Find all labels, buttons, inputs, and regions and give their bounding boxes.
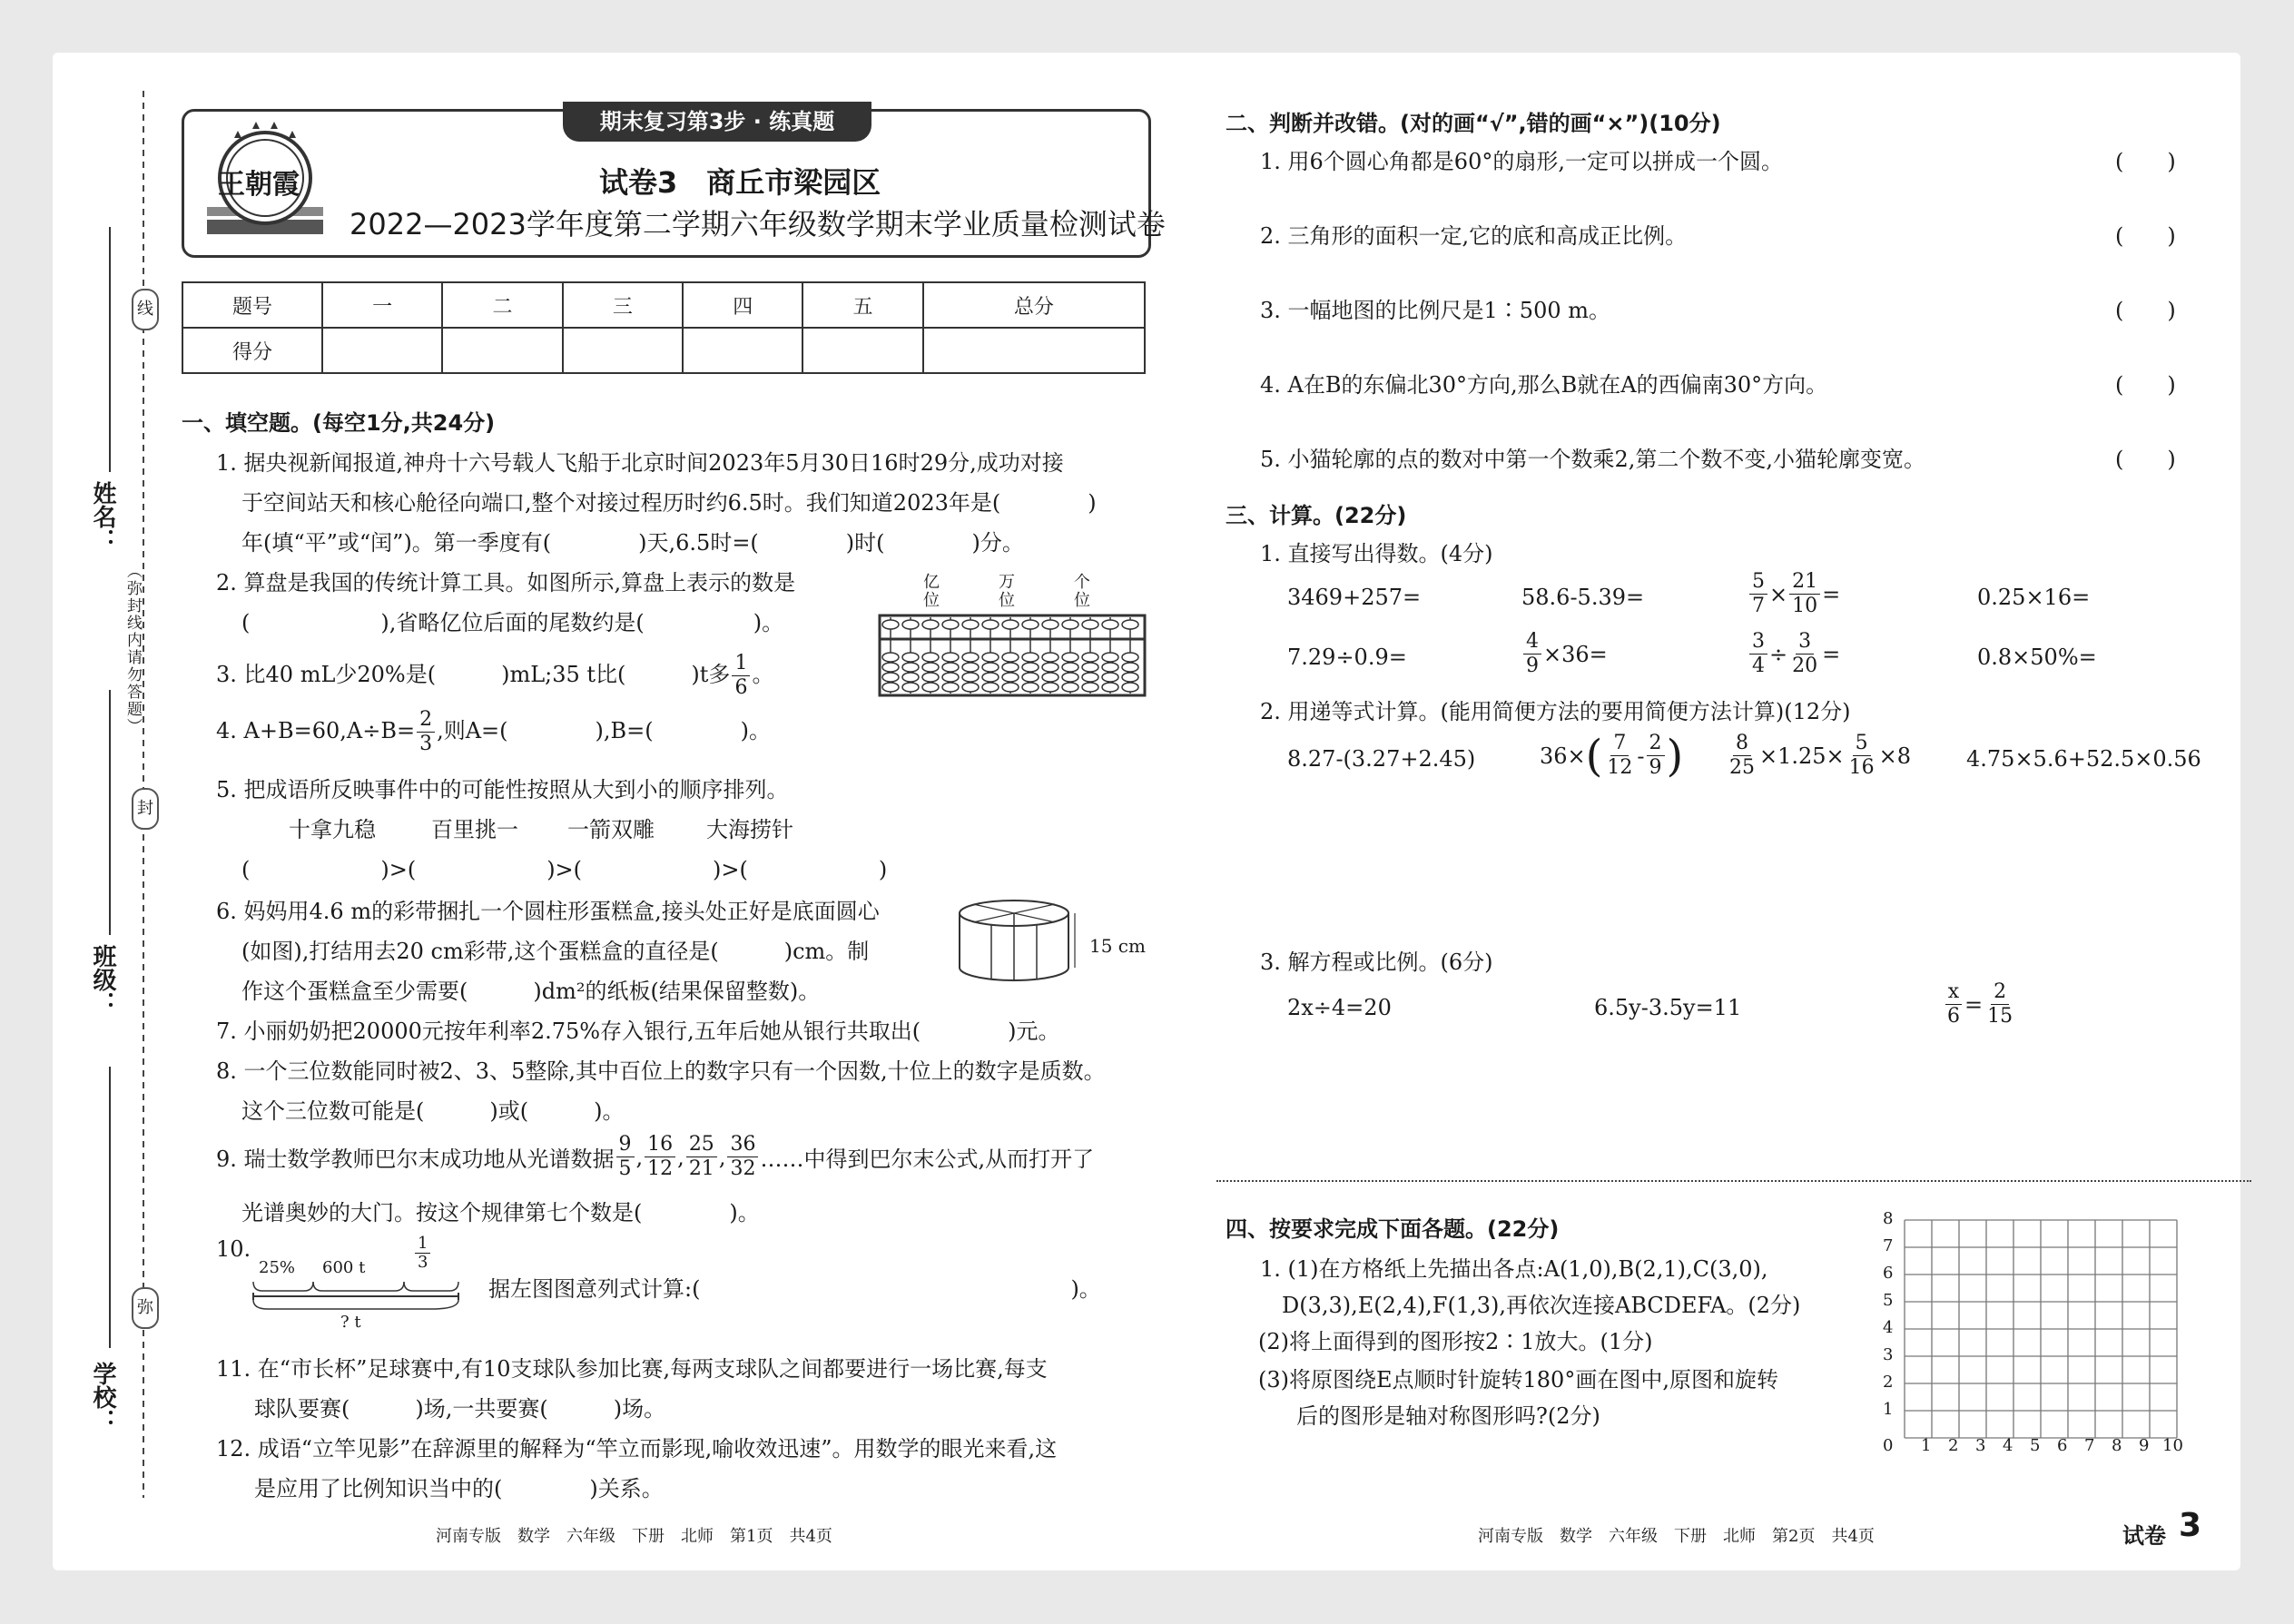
grid-x-label: 3 (1975, 1436, 1986, 1455)
q8-line1: 8. 一个三位数能同时被2、3、5整除,其中百位上的数字只有一个因数,十位上的数字是质数。 (216, 1058, 1106, 1084)
q1-line3: 年(填“平”或“闰”)。第一季度有( )天,6.5时=( )时( )分。 (241, 530, 1024, 556)
equals-sign: = (1964, 991, 1984, 1018)
q3: 3. 比40 mL少20%是( )mL;35 t比( )t多 $\frac{1}{6}$ 。 (216, 652, 774, 699)
q2-line2: ( ),省略亿位后面的尾数约是( )。 (241, 610, 784, 635)
q9-fraction: $\frac{9}{5}$ (616, 1133, 635, 1181)
abacus-bead (1082, 620, 1098, 629)
judge-answer-paren[interactable]: ( ) (2115, 447, 2176, 472)
abacus-bead (1102, 653, 1118, 662)
calc-part2-title: 2. 用递等式计算。(能用简便方法的要用简便方法计算)(12分) (1260, 699, 1851, 724)
calc-step-2 (1540, 732, 1683, 780)
abacus-bead (922, 620, 939, 629)
abacus-bead (1002, 673, 1019, 682)
name-blank-line[interactable] (109, 227, 111, 472)
q1-line2: 于空间站天和核心舱径向端口,整个对接过程历时约6.5时。我们知道2023年是( ) (241, 490, 1097, 516)
calc-step-4: 4.75×5.6+52.5×0.56 (1966, 746, 2201, 772)
calc-fraction: $\frac{5}{16}$ (1848, 732, 1875, 779)
q12-line1: 12. 成语“立竿见影”在辞源里的解释为“竿立而影现,喻收效迅速”。用数学的眼光来看,这 (216, 1436, 1058, 1462)
q4-fraction: $\frac{2}{3}$ (417, 708, 435, 756)
score-col-1: 一 (322, 282, 442, 328)
abacus-bead (1002, 620, 1019, 629)
idiom-4: 大海捞针 (706, 817, 793, 842)
calc-direct-4: 0.25×16= (1977, 585, 2091, 610)
abacus-bead (922, 673, 939, 682)
grid-y-label: 2 (1883, 1373, 1894, 1392)
q10-seg-percent: 25% (259, 1258, 296, 1277)
score-table-header-row (182, 282, 1145, 328)
calc-fraction: $\frac{4}{9}$ (1523, 630, 1541, 678)
abacus-bead (1042, 683, 1058, 692)
calc-fraction: $\frac{21}{10}$ (1789, 570, 1820, 618)
grid-lines (1897, 1216, 2179, 1452)
abacus-bead (1002, 663, 1019, 672)
calc-fraction: $\frac{5}{7}$ (1749, 570, 1767, 618)
q6-line3: 作这个蛋糕盒至少需要( )dm²的纸板(结果保留整数)。 (241, 979, 821, 1004)
proportion-3 (1943, 980, 2017, 1029)
judge-item-4: 4. A在B的东偏北30°方向,那么B就在A的西偏南30°方向。 (1260, 372, 1828, 398)
abacus-bead (942, 620, 959, 629)
abacus-bead (1062, 620, 1078, 629)
abacus-bead (982, 683, 999, 692)
abacus-bead (982, 663, 999, 672)
abacus-bead (1002, 653, 1019, 662)
abacus-bead (922, 653, 939, 662)
q4-text-a: 4. A+B=60,A÷B= (216, 718, 416, 743)
score-cell[interactable] (923, 328, 1145, 373)
score-table (182, 281, 1146, 374)
section-divider (1216, 1180, 2251, 1182)
grid-x-axis-labels (1879, 1436, 2188, 1463)
q8-line2: 这个三位数可能是( )或( )。 (241, 1098, 625, 1124)
q10-line-segments (250, 1278, 468, 1314)
task-line-3: (2)将上面得到的图形按2∶1放大。(1分) (1258, 1329, 1653, 1354)
grid-x-label: 9 (2139, 1436, 2150, 1455)
section4-title: 四、按要求完成下面各题。(22分) (1226, 1216, 1560, 1242)
score-row-label: 题号 (182, 282, 322, 328)
calc-fraction: $\frac{8}{25}$ (1729, 732, 1755, 779)
abacus-bead (922, 663, 939, 672)
q10-total-label: ? t (340, 1313, 361, 1332)
q11-line2: 球队要赛( )场,一共要赛( )场。 (254, 1396, 666, 1422)
class-blank-line[interactable] (109, 690, 111, 935)
q12-line2: 是应用了比例知识当中的( )关系。 (254, 1476, 664, 1501)
q10-number: 10. (216, 1236, 251, 1262)
judge-answer-paren[interactable]: ( ) (2115, 149, 2176, 174)
grid-x-label: 8 (2112, 1436, 2122, 1455)
q10-text: 据左图图意列式计算:( )。 (488, 1276, 1101, 1302)
grid-y-label: 4 (1883, 1318, 1894, 1337)
calc-step-3-text-a: ×1.25× (1759, 743, 1845, 769)
calc-fraction: $\frac{7}{12}$ (1607, 732, 1633, 779)
calc-direct-6 (1521, 630, 1608, 678)
grid-y-label: 5 (1883, 1291, 1894, 1310)
q4 (216, 708, 771, 756)
exam-badge-label: 试卷 (2122, 1523, 2166, 1549)
score-col-5: 五 (802, 282, 922, 328)
score-col-2: 二 (442, 282, 562, 328)
grid-x-label: 10 (2162, 1436, 2183, 1455)
abacus-label-yi: 亿 位 (923, 573, 940, 610)
grid-y-label: 6 (1883, 1264, 1894, 1283)
abacus-bead (1082, 673, 1098, 682)
cake-box-cylinder (955, 897, 1082, 988)
judge-item-3: 3. 一幅地图的比例尺是1∶500 m。 (1260, 298, 1610, 323)
q9-text-b: ……中得到巴尔末公式,从而打开了 (760, 1147, 1095, 1172)
calc-part1-title: 1. 直接写出得数。(4分) (1260, 541, 1493, 566)
q10-segment-diagram (250, 1235, 468, 1334)
abacus-bead (922, 683, 939, 692)
grid-y-label: 1 (1883, 1400, 1894, 1419)
abacus-bead (1102, 620, 1118, 629)
abacus-bead (962, 683, 979, 692)
section2-title: 二、判断并改错。(对的画“√”,错的画“×”)(10分) (1226, 111, 1721, 136)
abacus-bead (942, 683, 959, 692)
judge-item-1: 1. 用6个圆心角都是60°的扇形,一定可以拼成一个圆。 (1260, 149, 1783, 174)
calc-step-3 (1725, 732, 1911, 780)
calc-fraction: $\frac{3}{4}$ (1749, 630, 1767, 678)
abacus-bead (882, 673, 899, 682)
abacus-bead (902, 683, 919, 692)
exam-title: 试卷3 商丘市梁园区 (599, 165, 881, 200)
logo-text: 王朝霞 (218, 169, 300, 201)
q3-fraction: $\frac{1}{6}$ (732, 652, 750, 700)
binding-oval-secret: 弥 (132, 1287, 159, 1329)
judge-answer-paren[interactable]: ( ) (2115, 298, 2176, 323)
name-label: 姓名： (89, 481, 116, 552)
grid-y-label: 3 (1883, 1345, 1894, 1364)
abacus-bead (1102, 663, 1118, 672)
calc-direct-2: 58.6-5.39= (1521, 585, 1645, 610)
q7-text: 7. 小丽奶奶把20000元按年利率2.75%存入银行,五年后她从银行共取出( )元。 (216, 1019, 1060, 1044)
grid-y-label: 7 (1883, 1236, 1894, 1255)
abacus-bead (1022, 663, 1039, 672)
q9-text-a: 9. 瑞士数学教师巴尔末成功地从光谱数据 (216, 1147, 615, 1172)
abacus-bead (882, 653, 899, 662)
abacus-bead (1062, 673, 1078, 682)
abacus-bead (962, 663, 979, 672)
calc-direct-8: 0.8×50%= (1977, 645, 2097, 670)
review-step-tab: 期末复习第3步 · 练真题 (563, 102, 871, 142)
abacus-bead (1022, 620, 1039, 629)
abacus-bead (942, 673, 959, 682)
abacus-label-ge: 个 位 (1074, 573, 1090, 610)
abacus-label-wan: 万 位 (999, 573, 1015, 610)
abacus-bead (1042, 673, 1058, 682)
abacus-bead (1102, 683, 1118, 692)
q9-fraction: $\frac{25}{21}$ (686, 1133, 717, 1181)
school-label: 学校： (89, 1362, 116, 1432)
times-sign: × (1769, 581, 1788, 607)
abacus-bead (962, 653, 979, 662)
score-cell[interactable] (802, 328, 922, 373)
abacus-bead (1022, 653, 1039, 662)
binding-note: （弥封线内请勿答题） (123, 563, 142, 735)
q10-fraction: $\frac{1}{3}$ (415, 1235, 430, 1272)
left-paren-icon: ( (1585, 730, 1603, 782)
abacus-bead (1122, 663, 1138, 672)
task-line-5: 后的图形是轴对称图形吗?(2分) (1296, 1403, 1600, 1429)
school-blank-line[interactable] (109, 1067, 111, 1348)
equation-1: 2x÷4=20 (1287, 995, 1392, 1020)
grid-y-label: 8 (1883, 1209, 1894, 1228)
abacus-bead (942, 653, 959, 662)
judge-answer-paren[interactable]: ( ) (2115, 372, 2176, 398)
abacus-figure (876, 572, 1148, 699)
q5-blanks: ( )>( )>( )>( ) (241, 857, 888, 882)
calc-fraction: $\frac{2}{15}$ (1987, 980, 2013, 1028)
abacus-bead (882, 663, 899, 672)
abacus-bead (1082, 663, 1098, 672)
calc-direct-1: 3469+257= (1287, 585, 1422, 610)
exam-badge-number: 3 (2179, 1507, 2202, 1544)
abacus-bead (1042, 620, 1058, 629)
q1-line1: 1. 据央视新闻报道,神舟十六号载人飞船于北京时间2023年5月30日16时29分,成功对接 (216, 450, 1064, 476)
abacus-bead (1122, 673, 1138, 682)
abacus-bead (1122, 620, 1138, 629)
abacus-bead (1042, 653, 1058, 662)
abacus-bead (1082, 683, 1098, 692)
idiom-3: 一箭双雕 (567, 817, 655, 842)
abacus-bead (882, 620, 899, 629)
q11-line1: 11. 在“市长杯”足球赛中,有10支球队参加比赛,每两支球队之间都要进行一场比赛,每支 (216, 1356, 1048, 1382)
task-line-1: 1. (1)在方格纸上先描出各点:A(1,0),B(2,1),C(3,0), (1260, 1256, 1768, 1282)
equals-sign: = (1822, 641, 1841, 667)
q4-text-b: ,则A=( ),B=( )。 (437, 718, 771, 743)
grid-x-label: 2 (1948, 1436, 1959, 1455)
task-line-2: D(3,3),E(2,4),F(1,3),再依次连接ABCDEFA。(2分) (1282, 1293, 1801, 1318)
binding-oval-seal: 封 (132, 788, 159, 830)
grid-x-label: 1 (1921, 1436, 1932, 1455)
grid-x-label: 7 (2084, 1436, 2095, 1455)
equals-sign: = (1822, 581, 1841, 607)
abacus-bead (1062, 663, 1078, 672)
abacus-bead (1002, 683, 1019, 692)
exam-subtitle: 2022—2023学年度第二学期六年级数学期末学业质量检测试卷 (350, 207, 1166, 241)
q6-line2: (如图),打结用去20 cm彩带,这个蛋糕盒的直径是( )cm。制 (241, 939, 870, 964)
score-cell[interactable] (563, 328, 683, 373)
section3-title: 三、计算。(22分) (1226, 503, 1407, 528)
publisher-logo (198, 120, 332, 247)
abacus-bead (902, 673, 919, 682)
abacus-bead (902, 620, 919, 629)
calc-step-2-text: 36× (1540, 743, 1586, 769)
abacus-bead (962, 620, 979, 629)
calc-step-3-text-b: ×8 (1878, 743, 1912, 769)
abacus-bead (902, 663, 919, 672)
calc-fraction: $\frac{x}{6}$ (1944, 980, 1963, 1029)
cake-height-label: 15 cm (1089, 935, 1146, 957)
grid-x-label: 0 (1883, 1436, 1894, 1455)
abacus-bead (902, 653, 919, 662)
grid-y-axis-labels (1879, 1209, 1897, 1463)
calc-direct-3 (1748, 570, 1840, 618)
abacus-bead (1022, 673, 1039, 682)
q3-text: 3. 比40 mL少20%是( )mL;35 t比( )t多 (216, 662, 731, 687)
idiom-1: 十拿九稳 (289, 817, 376, 842)
q9-fraction: $\frac{36}{32}$ (727, 1133, 758, 1181)
calc-direct-6-text: ×36= (1543, 641, 1608, 667)
task-line-4: (3)将原图绕E点顺时针旋转180°画在图中,原图和旋转 (1258, 1367, 1778, 1393)
abacus-bead (1082, 653, 1098, 662)
calc-direct-7 (1748, 630, 1840, 678)
right-paren-icon: ) (1666, 730, 1684, 782)
score-col-4: 四 (683, 282, 802, 328)
abacus-bead (1062, 683, 1078, 692)
judge-item-5: 5. 小猫轮廓的点的数对中第一个数乘2,第二个数不变,小猫轮廓变宽。 (1260, 447, 1926, 472)
footer-right: 河南专版 数学 六年级 下册 北师 第2页 共4页 (1478, 1527, 1875, 1546)
abacus-bead (1122, 683, 1138, 692)
abacus-bead (942, 663, 959, 672)
q9-line2: 光谱奥妙的大门。按这个规律第七个数是( )。 (241, 1200, 760, 1225)
q6-line1: 6. 妈妈用4.6 m的彩带捆扎一个圆柱形蛋糕盒,接头处正好是底面圆心 (216, 899, 880, 924)
abacus-bead (982, 620, 999, 629)
equation-2: 6.5y-3.5y=11 (1594, 995, 1742, 1020)
footer-left: 河南专版 数学 六年级 下册 北师 第1页 共4页 (436, 1527, 832, 1546)
section1-title: 一、填空题。(每空1分,共24分) (182, 410, 496, 436)
q2-line1: 2. 算盘是我国的传统计算工具。如图所示,算盘上表示的数是 (216, 570, 796, 595)
idiom-2: 百里挑一 (431, 817, 518, 842)
calc-part3-title: 3. 解方程或比例。(6分) (1260, 950, 1493, 975)
grid-x-label: 6 (2057, 1436, 2068, 1455)
class-label: 班级： (89, 944, 116, 1015)
judge-item-2: 2. 三角形的面积一定,它的底和高成正比例。 (1260, 223, 1688, 249)
grid-x-label: 5 (2030, 1436, 2041, 1455)
q5-text: 5. 把成语所反映事件中的可能性按照从大到小的顺序排列。 (216, 777, 789, 802)
q9-fraction: $\frac{16}{12}$ (645, 1133, 675, 1181)
abacus-drawing (876, 614, 1148, 699)
coordinate-grid[interactable] (1879, 1209, 2188, 1472)
calc-direct-5: 7.29÷0.9= (1287, 645, 1407, 670)
binding-oval-line: 线 (132, 289, 159, 330)
abacus-bead (962, 673, 979, 682)
score-cell[interactable] (322, 328, 442, 373)
abacus-bead (882, 683, 899, 692)
abacus-bead (1102, 673, 1118, 682)
minus-sign: - (1637, 743, 1645, 769)
calc-fraction: $\frac{2}{9}$ (1647, 732, 1665, 780)
score-col-total: 总分 (923, 282, 1145, 328)
calc-fraction: $\frac{3}{20}$ (1792, 630, 1818, 677)
score-cell[interactable] (442, 328, 562, 373)
q10-seg-tons: 600 t (322, 1258, 366, 1277)
abacus-bead (982, 673, 999, 682)
judge-answer-paren[interactable]: ( ) (2115, 223, 2176, 249)
score-col-3: 三 (563, 282, 683, 328)
score-row-label: 得分 (182, 328, 322, 373)
abacus-bead (982, 653, 999, 662)
score-table-score-row (182, 328, 1145, 373)
abacus-bead (1062, 653, 1078, 662)
grid-x-label: 4 (2003, 1436, 2013, 1455)
abacus-bead (1022, 683, 1039, 692)
calc-step-1: 8.27-(3.27+2.45) (1287, 746, 1476, 772)
q9-line1: 9. 瑞士数学教师巴尔末成功地从光谱数据 $\frac{9}{5}$ , $\frac{16}{12}$ , $\frac{25}{21}$ , $\frac{36}{32}$ ……中得到巴尔末公式,从而打开了 (216, 1133, 1095, 1180)
divide-sign: ÷ (1769, 641, 1788, 667)
abacus-bead (1042, 663, 1058, 672)
score-cell[interactable] (683, 328, 802, 373)
abacus-bead (1122, 653, 1138, 662)
